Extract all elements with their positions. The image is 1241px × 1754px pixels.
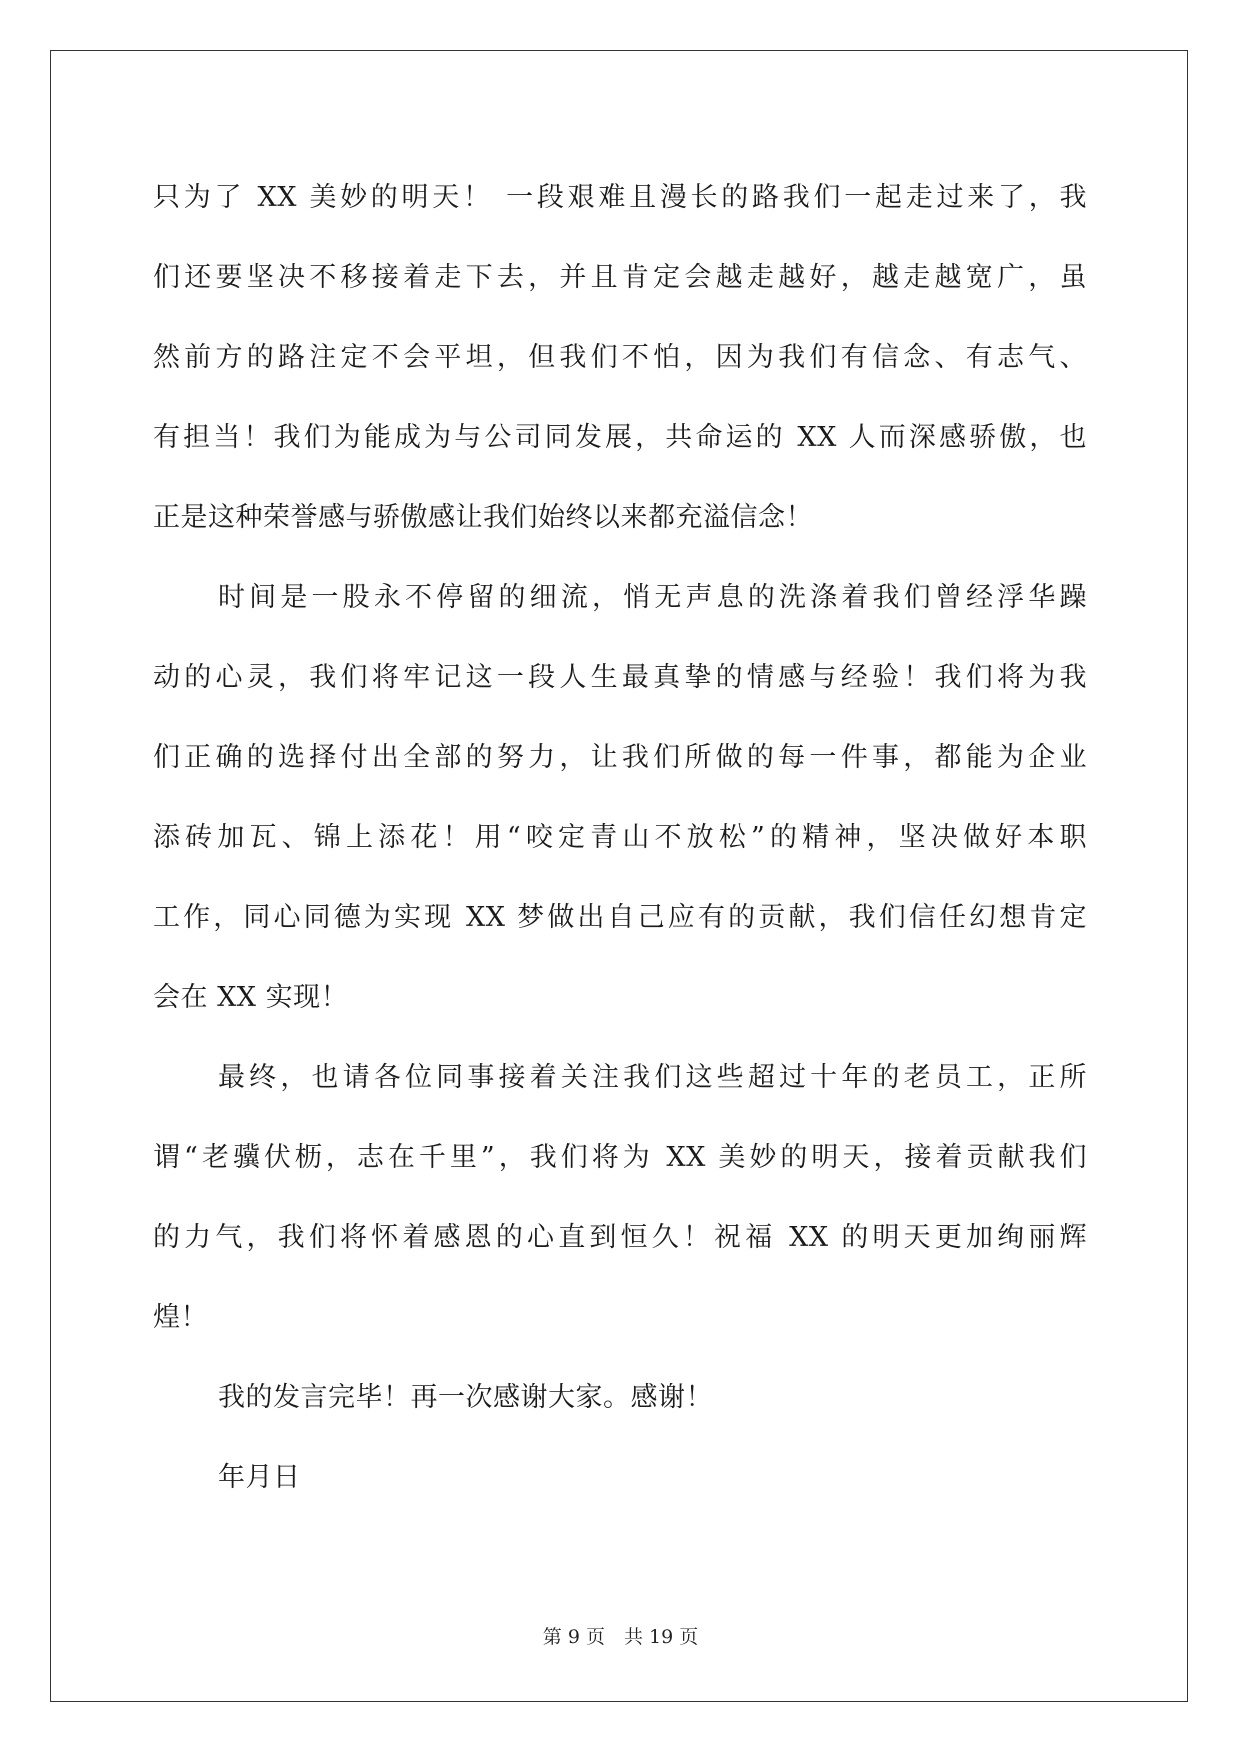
text-line: 只为了 XX 美妙的明天！ 一段艰难且漫长的路我们一起走过来了，我	[153, 182, 1087, 213]
text-line: 最终，也请各位同事接着关注我们这些超过十年的老员工，正所	[218, 1062, 1087, 1093]
text-line: 添砖加瓦、锦上添花！用“咬定青山不放松”的精神，坚决做好本职	[153, 822, 1087, 853]
text-line: 我的发言完毕！再一次感谢大家。感谢！	[218, 1382, 713, 1413]
text-line: 们正确的选择付出全部的努力，让我们所做的每一件事，都能为企业	[153, 742, 1087, 773]
text-line: 有担当！我们为能成为与公司同发展，共命运的 XX 人而深感骄傲，也	[153, 422, 1087, 453]
text-line: 正是这种荣誉感与骄傲感让我们始终以来都充溢信念！	[153, 502, 813, 533]
date-line: 年月日	[218, 1462, 301, 1493]
text-line: 然前方的路注定不会平坦，但我们不怕，因为我们有信念、有志气、	[153, 342, 1087, 373]
text-line: 会在 XX 实现！	[153, 982, 349, 1013]
text-line: 煌！	[153, 1302, 208, 1333]
text-line: 们还要坚决不移接着走下去，并且肯定会越走越好，越走越宽广，虽	[153, 262, 1087, 293]
page-number-footer: 第 9 页 共 19 页	[542, 1626, 699, 1648]
text-line: 谓“老骥伏枥，志在千里”，我们将为 XX 美妙的明天，接着贡献我们	[153, 1142, 1087, 1173]
text-line: 工作，同心同德为实现 XX 梦做出自己应有的贡献，我们信任幻想肯定	[153, 902, 1087, 933]
text-line: 的力气，我们将怀着感恩的心直到恒久！祝福 XX 的明天更加绚丽辉	[153, 1222, 1087, 1253]
document-body	[153, 158, 1087, 1518]
text-line: 时间是一股永不停留的细流，悄无声息的洗涤着我们曾经浮华躁	[218, 582, 1087, 613]
text-line: 动的心灵，我们将牢记这一段人生最真挚的情感与经验！我们将为我	[153, 662, 1087, 693]
